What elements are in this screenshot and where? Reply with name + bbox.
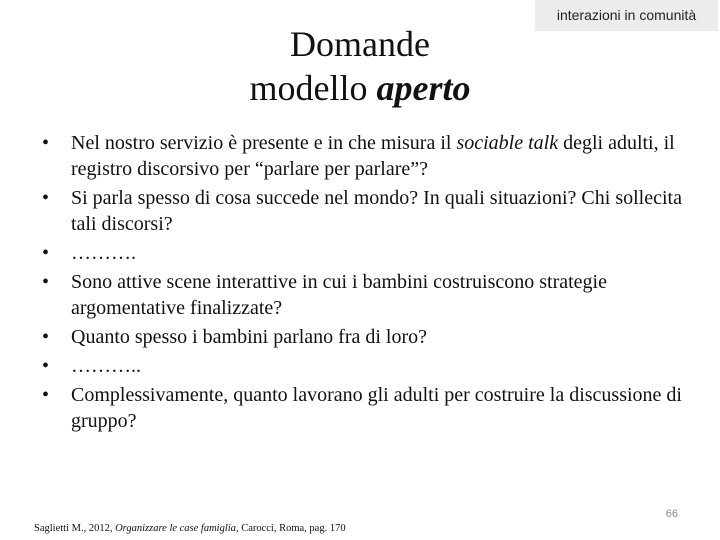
- page-number: 66: [665, 508, 678, 520]
- question-text: Quanto spesso i bambini parlano fra di loro?: [71, 326, 428, 348]
- bullet-icon: •: [42, 242, 50, 264]
- bullet-icon: •: [42, 187, 50, 209]
- question-text: Complessivamente, quanto lavorano gli adulti per costruire la discussione di gruppo?: [71, 384, 682, 432]
- question-text-post: degli adulti, il registro discorsivo per “parlare per parlare”?: [71, 132, 675, 180]
- question-text-italic: sociable talk: [456, 132, 559, 154]
- citation: [34, 523, 346, 534]
- title-emphasis: aperto: [376, 68, 471, 108]
- question-list: [42, 130, 702, 437]
- bullet-icon: •: [42, 271, 50, 293]
- question-item: [42, 324, 702, 350]
- question-placeholder: ……….: [71, 242, 136, 264]
- title-line-2: [250, 68, 471, 108]
- bullet-icon: •: [42, 355, 50, 377]
- question-item: [42, 240, 702, 266]
- question-item: [42, 185, 702, 237]
- citation-publisher: , Carocci, Roma, pag. 170: [235, 523, 346, 534]
- citation-author: Saglietti M., 2012,: [34, 523, 116, 534]
- title-line-2-plain: modello: [249, 68, 377, 108]
- bullet-icon: •: [42, 132, 50, 154]
- question-text: Si parla spesso di cosa succede nel mondo? In quali situazioni? Chi sollecita tali discorsi?: [71, 187, 682, 235]
- question-text: Sono attive scene interattive in cui i bambini costruiscono strategie argomentative finalizzate?: [71, 271, 607, 319]
- bullet-icon: •: [42, 384, 50, 406]
- question-text-pre: Nel nostro servizio è presente e in che misura il: [71, 132, 457, 154]
- question-item: [42, 382, 702, 434]
- slide-title: [175, 22, 545, 110]
- question-text: [71, 132, 675, 180]
- citation-book-title: Organizzare le case famiglia: [115, 523, 236, 534]
- question-placeholder: ………..: [71, 355, 141, 377]
- section-tag: interazioni in comunità: [535, 0, 718, 31]
- question-item: [42, 353, 702, 379]
- bullet-icon: •: [42, 326, 50, 348]
- question-item: [42, 269, 702, 321]
- title-line-1: Domande: [290, 24, 430, 64]
- question-item: [42, 130, 702, 182]
